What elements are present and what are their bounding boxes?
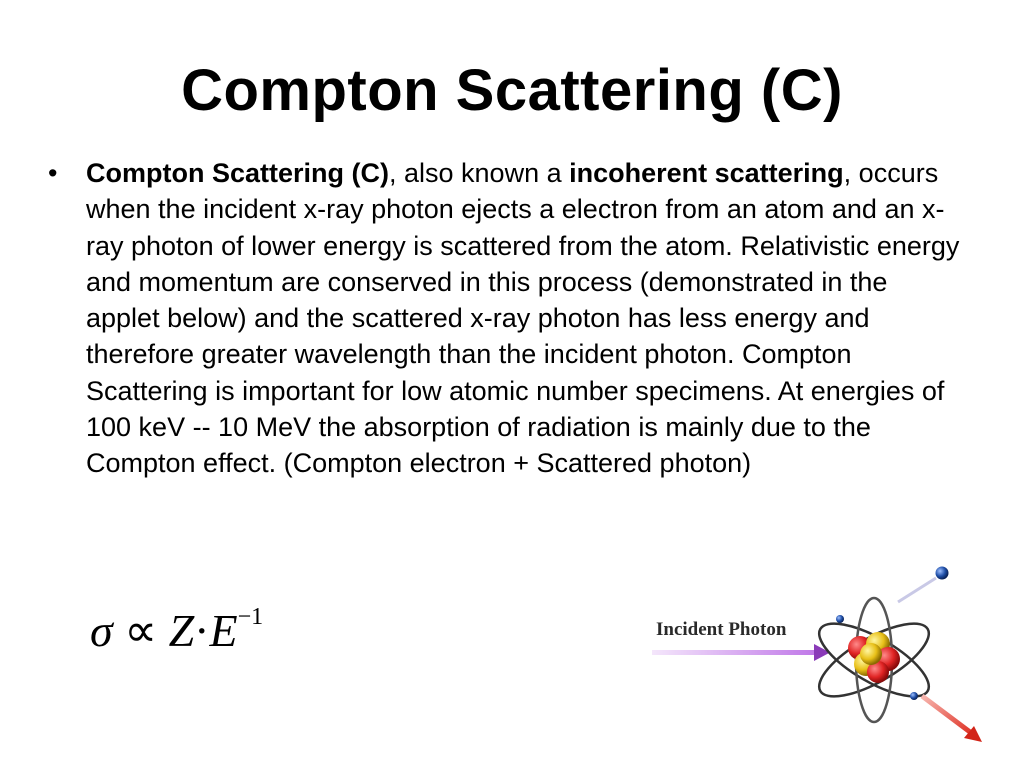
alias-highlight: incoherent scattering (569, 158, 844, 188)
bullet-text (86, 155, 966, 482)
incident-photon-label: Incident Photon (656, 619, 787, 640)
formula-sigma: σ (90, 605, 113, 656)
scattered-electron-top (898, 567, 949, 603)
bullet-marker: • (48, 158, 58, 188)
atom-compton-scattering-icon (652, 556, 988, 756)
bullet-text-part-1: , also known a (389, 158, 570, 188)
cross-section-formula (90, 604, 264, 656)
bullet-text-part-2: , occurs when the incident x-ray photon ejects a electron from an atom and an x-ray photon of lower energy is scattered from the atom. Relativistic energy and momentum are conserved in this process (demonstrated in the applet below) and the scattered x-ray photon has less energy and therefore greater wavelength than the incident photon. Compton Scattering is important for low atomic number specimens. At energies of 100 keV -- 10 MeV the absorption of radiation is mainly due to the Compton effect. (Compton electron + Scattered photon) (86, 158, 960, 479)
slide-title: Compton Scattering (C) (181, 58, 843, 123)
compton-scattering-illustration (652, 556, 988, 756)
formula-z: Z (168, 605, 195, 656)
formula-e: E (209, 605, 238, 656)
formula-dot: · (194, 605, 210, 656)
incident-photon-arrow (652, 644, 830, 661)
formula-proportional: ∝ (124, 605, 158, 656)
scattered-photon-arrow (922, 696, 982, 742)
formula-exponent: −1 (237, 604, 264, 630)
term-highlight: Compton Scattering (C) (86, 158, 389, 188)
